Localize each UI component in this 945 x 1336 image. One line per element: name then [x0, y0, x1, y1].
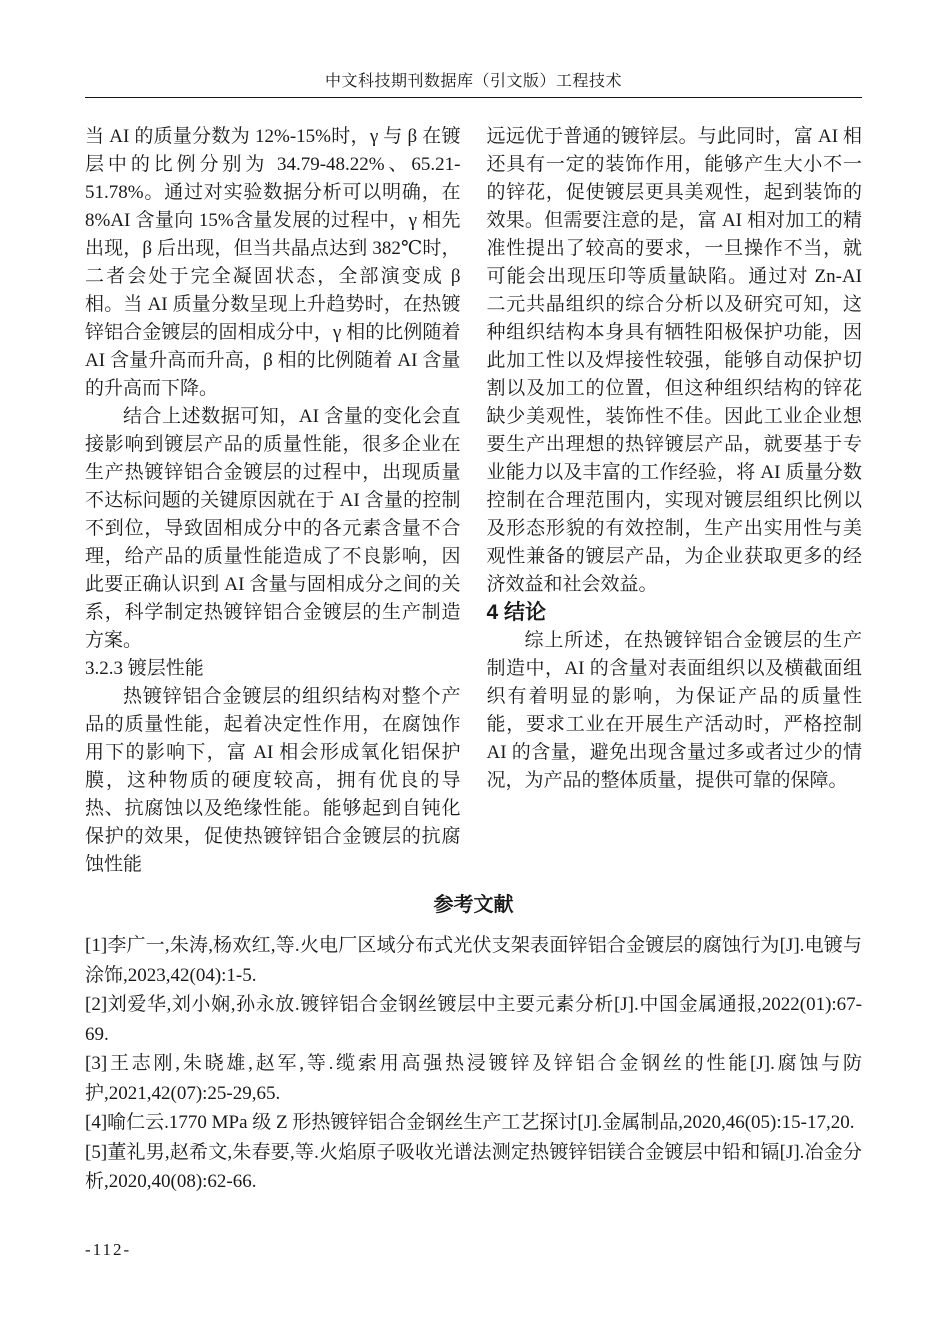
- body-paragraph: 综上所述，在热镀锌铝合金镀层的生产制造中，AI 的含量对表面组织以及横截面组织有着明显的影响，为保证产品的质量性能，要求工业在开展生产活动时，严格控制 AI 的含量，避免出现含量过多或者过少的情况，为产品的整体质量，提供可靠的保障。: [486, 630, 862, 791]
- reference-item: [5]董礼男,赵希文,朱春要,等.火焰原子吸收光谱法测定热镀锌铝镁合金镀层中铅和镉[J].冶金分析,2020,40(08):62-66.: [85, 1141, 862, 1192]
- section-heading-3-2-3: 3.2.3 镀层性能: [85, 658, 204, 679]
- body-paragraph: 热镀锌铝合金镀层的组织结构对整个产品的质量性能，起着决定性作用，在腐蚀作用下的影响下，富 AI 相会形成氧化铝保护膜，这种物质的硬度较高，拥有优良的导热、抗腐蚀以及绝缘性能。能够起到自钝化保护的效果，促使热镀锌铝合金镀层的抗腐蚀性能: [85, 686, 461, 875]
- body-paragraph: 远远优于普通的镀锌层。与此同时，富 AI 相还具有一定的装饰作用，能够产生大小不一的锌花，促使镀层更具美观性，起到装饰的效果。但需要注意的是，富 AI 相对加工的精准性提出了较高的要求，一旦操作不当，就可能会出现压印等质量缺陷。通过对 Zn-AI 二元共晶组织的综合分析以及研究可知，这种组织结构本身具有牺牲阳极保护功能，因此加工性以及焊接性较强，能够自动保护切割以及加工的位置，但这种组织结构的锌花缺少美观性，装饰性不佳。因此工业企业想要生产出理想的热锌镀层产品，就要基于专业能力以及丰富的工作经验，将 AI 质量分数控制在合理范围内，实现对镀层组织比例以及形态形貌的有效控制，生产出实用性与美观性兼备的镀层产品，为企业获取更多的经济效益和社会效益。: [486, 126, 862, 595]
- two-column-body: [85, 123, 862, 879]
- header-divider: [85, 97, 862, 98]
- journal-header-title: 中文科技期刊数据库（引文版）工程技术: [324, 73, 622, 90]
- reference-item: [4]喻仁云.1770 MPa 级 Z 形热镀锌铝合金钢丝生产工艺探讨[J].金属制品,2020,46(05):15-17,20.: [85, 1112, 855, 1133]
- body-paragraph: 结合上述数据可知，AI 含量的变化会直接影响到镀层产品的质量性能，很多企业在生产热镀锌铝合金镀层的过程中，出现质量不达标问题的关键原因就在于 AI 含量的控制不到位，导致固相成分中的各元素含量不合理，给产品的质量性能造成了不良影响，因此要正确认识到 AI 含量与固相成分之间的关系，科学制定热镀锌铝合金镀层的生产制造方案。: [85, 406, 461, 651]
- reference-item: [2]刘爱华,刘小娴,孙永放.镀锌铝合金钢丝镀层中主要元素分析[J].中国金属通报,2022(01):67-69.: [85, 994, 862, 1045]
- references-title: 参考文献: [433, 894, 514, 916]
- page-number: -112-: [85, 1240, 132, 1259]
- references-section: [85, 888, 862, 1197]
- left-column: [85, 123, 461, 879]
- reference-item: [1]李广一,朱涛,杨欢红,等.火电厂区域分布式光伏支架表面锌铝合金镀层的腐蚀行为[J].电镀与涂饰,2023,42(04):1-5.: [85, 935, 862, 986]
- right-column: [487, 123, 863, 879]
- reference-item: [3]王志刚,朱晓雄,赵军,等.缆索用高强热浸镀锌及锌铝合金钢丝的性能[J].腐蚀与防护,2021,42(07):25-29,65.: [85, 1053, 862, 1104]
- body-paragraph: 当 AI 的质量分数为 12%-15%时，γ 与 β 在镀层中的比例分别为 34.79-48.22%、65.21-51.78%。通过对实验数据分析可以明确，在 8%AI 含量向 15%含量发展的过程中，γ 相先出现，β 后出现，但当共晶点达到 382℃时，二者会处于完全凝固状态，全部演变成 β 相。当 AI 质量分数呈现上升趋势时，在热镀锌铝合金镀层的固相成分中，γ 相的比例随着 AI 含量升高而升高，β 相的比例随着 AI 含量的升高而下降。: [85, 126, 461, 399]
- section-heading-conclusion: 4 结论: [486, 601, 547, 624]
